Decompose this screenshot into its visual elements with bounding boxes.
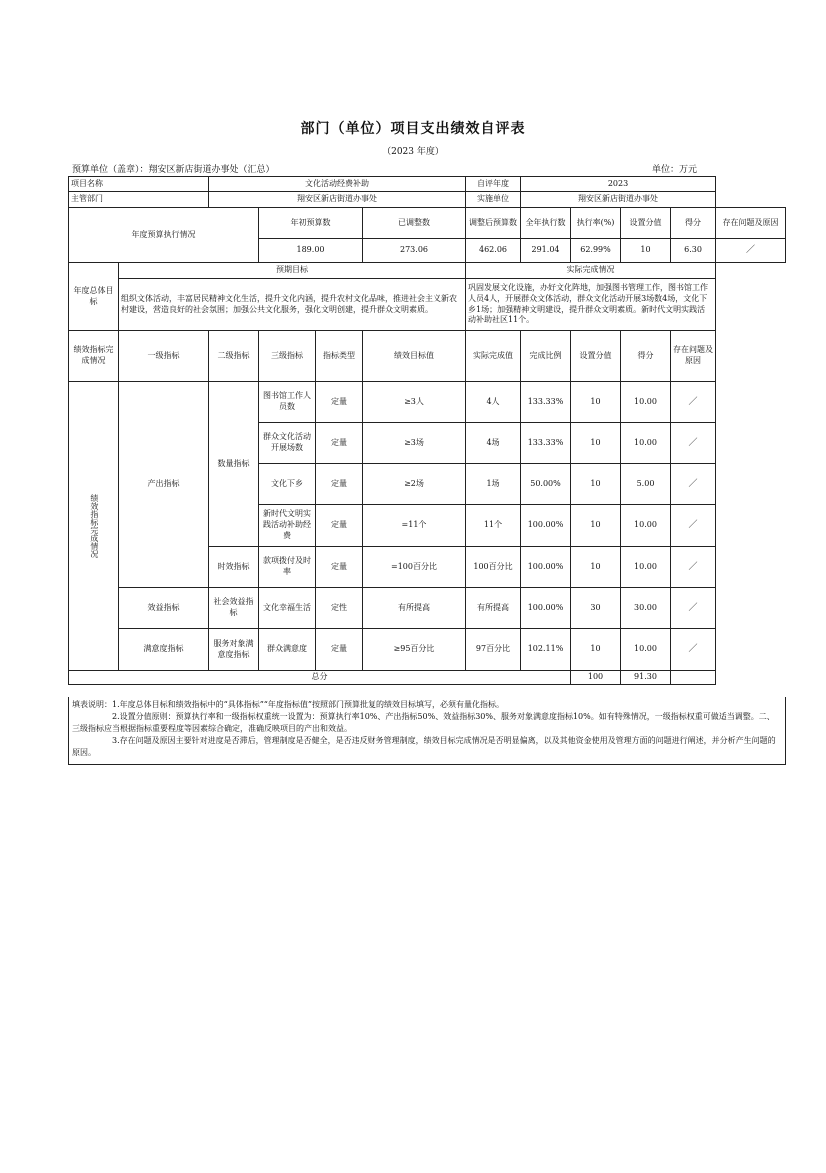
report-year: （2023 年度） xyxy=(382,147,444,157)
target-value: ≥3人 xyxy=(363,382,466,423)
target-value: =11个 xyxy=(363,505,466,547)
level3-indicator: 群众满意度 xyxy=(259,629,316,671)
completion-ratio: 100.00% xyxy=(521,505,571,547)
completion-ratio: 133.33% xyxy=(521,382,571,423)
dept-label: 主管部门 xyxy=(69,192,209,208)
score-set: 10 xyxy=(571,464,621,505)
impl-unit-label: 实施单位 xyxy=(466,192,521,208)
level3-indicator: 群众文化活动开展场数 xyxy=(259,423,316,464)
target-value: 有所提高 xyxy=(363,588,466,629)
actual-value: 11个 xyxy=(466,505,521,547)
completion-ratio: 133.33% xyxy=(521,423,571,464)
issue: ／ xyxy=(671,464,716,505)
eval-year-value: 2023 xyxy=(521,177,716,192)
completion-ratio: 100.00% xyxy=(521,547,571,588)
indicators-section-label: 绩效指标完成情况 xyxy=(69,331,119,382)
budget-value: 273.06 xyxy=(363,239,466,263)
budget-value: 462.06 xyxy=(466,239,521,263)
currency-unit: 单位：万元 xyxy=(652,165,698,175)
score-set: 30 xyxy=(571,588,621,629)
budget-header: 调整后预算数 xyxy=(466,208,521,239)
level3-indicator: 文化下乡 xyxy=(259,464,316,505)
budget-unit: 预算单位（盖章）：翔安区新店街道办事处（汇总） xyxy=(72,165,275,175)
budget-value: ／ xyxy=(716,239,786,263)
total-label: 总分 xyxy=(69,671,571,685)
actual-goal-header: 实际完成情况 xyxy=(466,263,716,279)
completion-ratio: 50.00% xyxy=(521,464,571,505)
completion-ratio: 100.00% xyxy=(521,588,571,629)
budget-header: 得分 xyxy=(671,208,716,239)
issue: ／ xyxy=(671,423,716,464)
budget-value: 10 xyxy=(621,239,671,263)
actual-value: 4人 xyxy=(466,382,521,423)
indicator-type: 定量 xyxy=(316,464,363,505)
indicator-header: 绩效目标值 xyxy=(363,331,466,382)
indicator-header: 指标类型 xyxy=(316,331,363,382)
score: 10.00 xyxy=(621,505,671,547)
budget-header: 执行率(%) xyxy=(571,208,621,239)
level2-service-satisfaction: 服务对象满意度指标 xyxy=(209,629,259,671)
issue: ／ xyxy=(671,505,716,547)
level3-indicator: 图书馆工作人员数 xyxy=(259,382,316,423)
score: 10.00 xyxy=(621,382,671,423)
issue: ／ xyxy=(671,382,716,423)
score: 30.00 xyxy=(621,588,671,629)
actual-goal-text: 巩固发展文化设施，办好文化阵地，加强图书管理工作，图书馆工作人员4人，开展群众文体活动，群众文化活动开展3场数4场，文化下乡1场；加强精神文明建设，提升群众文明素质。新时代文明实践活动补助社区11个。 xyxy=(466,279,716,331)
issue: ／ xyxy=(671,629,716,671)
level2-timeliness: 时效指标 xyxy=(209,547,259,588)
budget-row-label: 年度预算执行情况 xyxy=(69,208,259,263)
indicator-header: 三级指标 xyxy=(259,331,316,382)
budget-header: 设置分值 xyxy=(621,208,671,239)
dept-value: 翔安区新店街道办事处 xyxy=(209,192,466,208)
level1-benefit: 效益指标 xyxy=(119,588,209,629)
expected-goal-header: 预期目标 xyxy=(119,263,466,279)
issue: ／ xyxy=(671,547,716,588)
score-set: 10 xyxy=(571,629,621,671)
score-set: 10 xyxy=(571,505,621,547)
budget-header: 全年执行数 xyxy=(521,208,571,239)
indicator-type: 定量 xyxy=(316,629,363,671)
indicator-type: 定性 xyxy=(316,588,363,629)
score-set: 10 xyxy=(571,547,621,588)
score-set: 10 xyxy=(571,423,621,464)
level3-indicator: 文化幸福生活 xyxy=(259,588,316,629)
target-value: ≥2场 xyxy=(363,464,466,505)
indicator-header: 完成比例 xyxy=(521,331,571,382)
indicator-type: 定量 xyxy=(316,382,363,423)
level1-output: 产出指标 xyxy=(119,382,209,588)
total-score-set: 100 xyxy=(571,671,621,685)
indicator-header: 实际完成值 xyxy=(466,331,521,382)
actual-value: 100百分比 xyxy=(466,547,521,588)
evaluation-table xyxy=(68,176,786,685)
total-issue-empty xyxy=(671,671,716,685)
target-value: ≥95百分比 xyxy=(363,629,466,671)
score: 10.00 xyxy=(621,547,671,588)
score: 10.00 xyxy=(621,423,671,464)
budget-header: 年初预算数 xyxy=(259,208,363,239)
note-line-1: 填表说明：1.年度总体目标和绩效指标中的“具体指标”“年度指标值”按照部门预算批复的绩效目标填写，必须有量化指标。 xyxy=(72,700,504,709)
indicator-type: 定量 xyxy=(316,423,363,464)
budget-value: 62.99% xyxy=(571,239,621,263)
level1-satisfaction: 满意度指标 xyxy=(119,629,209,671)
note-line-3: 3.存在问题及原因主要针对进度是否滞后，管理制度是否健全，是否违反财务管理制度，绩效目标完成情况是否明显偏离，以及其他资金使用及管理方面的问题进行阐述，并分析产生问题的原因。 xyxy=(72,736,776,757)
budget-value: 291.04 xyxy=(521,239,571,263)
indicator-type: 定量 xyxy=(316,547,363,588)
actual-value: 4场 xyxy=(466,423,521,464)
impl-unit-value: 翔安区新店街道办事处 xyxy=(521,192,716,208)
indicators-big-label: 绩效指标完成情况 xyxy=(69,382,119,671)
indicator-header: 设置分值 xyxy=(571,331,621,382)
target-value: ≥3场 xyxy=(363,423,466,464)
expected-goal-text: 组织文体活动，丰富居民精神文化生活，提升文化内涵，提升农村文化品味，推进社会主义新农村建设，营造良好的社会氛围；加强公共文化服务，强化文明创建，提升群众文明素质。 xyxy=(119,279,466,331)
actual-value: 有所提高 xyxy=(466,588,521,629)
budget-header: 已调整数 xyxy=(363,208,466,239)
score-set: 10 xyxy=(571,382,621,423)
project-name-value: 文化活动经费补助 xyxy=(209,177,466,192)
actual-value: 97百分比 xyxy=(466,629,521,671)
budget-value: 189.00 xyxy=(259,239,363,263)
completion-ratio: 102.11% xyxy=(521,629,571,671)
project-name-label: 项目名称 xyxy=(69,177,209,192)
actual-value: 1场 xyxy=(466,464,521,505)
page-title: 部门（单位）项目支出绩效自评表 xyxy=(300,121,526,137)
filling-notes xyxy=(68,697,786,765)
target-value: =100百分比 xyxy=(363,547,466,588)
level3-indicator: 新时代文明实践活动补助经费 xyxy=(259,505,316,547)
budget-value: 6.30 xyxy=(671,239,716,263)
level2-social-benefit: 社会效益指标 xyxy=(209,588,259,629)
indicator-header: 一级指标 xyxy=(119,331,209,382)
indicator-header: 得分 xyxy=(621,331,671,382)
score: 5.00 xyxy=(621,464,671,505)
level3-indicator: 款项拨付及时率 xyxy=(259,547,316,588)
issue: ／ xyxy=(671,588,716,629)
total-score: 91.30 xyxy=(621,671,671,685)
eval-year-label: 自评年度 xyxy=(466,177,521,192)
score: 10.00 xyxy=(621,629,671,671)
note-line-2: 2.设置分值原则：预算执行率和一级指标权重统一设置为：预算执行率10%、产出指标50%、效益指标30%、服务对象满意度指标10%。如有特殊情况，一级指标权重可做适当调整。二、三级指标应当根据指标重要程度等因素综合确定，准确反映项目的产出和效益。 xyxy=(72,712,775,733)
goals-row-label: 年度总体目标 xyxy=(69,263,119,331)
budget-header: 存在问题及原因 xyxy=(716,208,786,239)
level2-quantity: 数量指标 xyxy=(209,382,259,547)
indicator-header: 二级指标 xyxy=(209,331,259,382)
indicator-type: 定量 xyxy=(316,505,363,547)
indicator-header: 存在问题及原因 xyxy=(671,331,716,382)
